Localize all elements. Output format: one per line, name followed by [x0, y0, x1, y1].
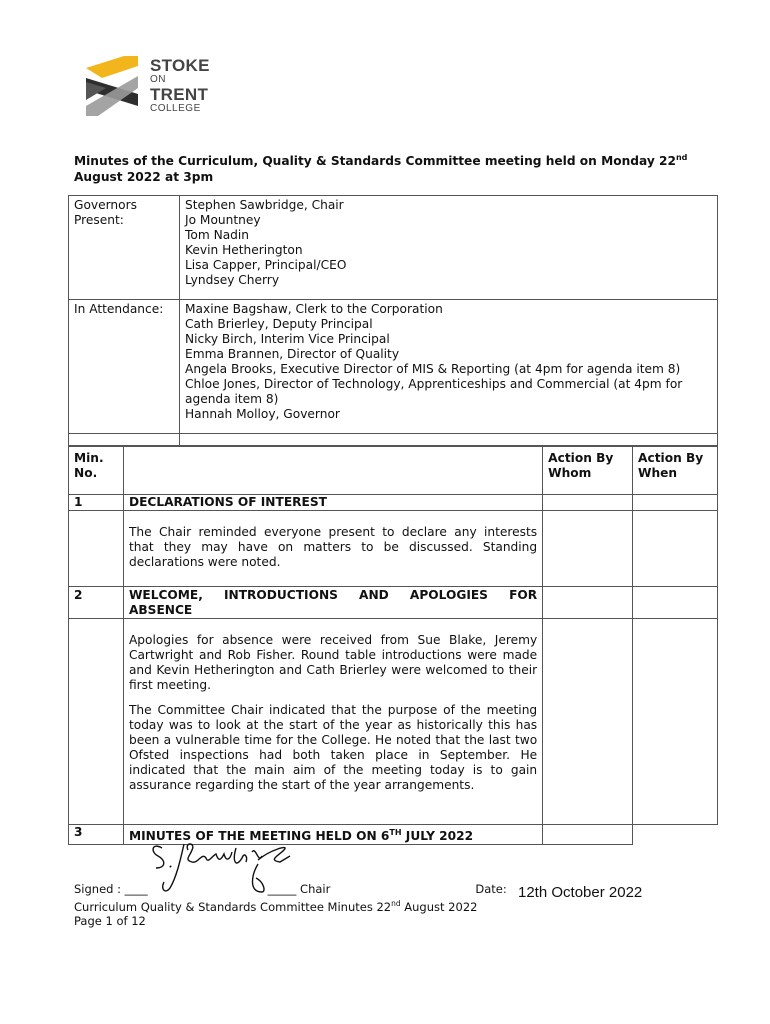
- minutes-table: [68, 446, 718, 845]
- item-heading-sup: TH: [389, 828, 402, 837]
- item-paragraph: The Committee Chair indicated that the purpose of the meeting today was to look at the start of the year as historically this has been a vulnerable time for the College. He noted that the last two Ofsted inspections had both taken place in September. He indicated that the main aim of the meeting today is to gain assurance regarding the start of the year arrangements.: [128, 703, 538, 792]
- governors-label: Governors Present:: [69, 196, 180, 300]
- title-sup: nd: [675, 153, 688, 162]
- attendee-name: Angela Brooks, Executive Director of MIS & Reporting (at 4pm for agenda item 8): [185, 362, 681, 376]
- empty-cell: [543, 495, 633, 511]
- page-footer: [74, 882, 507, 928]
- empty-cell: [543, 511, 633, 587]
- item-heading-text-end: JULY 2022: [401, 829, 474, 844]
- minutes-header-row: [69, 447, 718, 495]
- empty-cell: [633, 495, 718, 511]
- empty-cell: [69, 434, 180, 446]
- attendance-list: [180, 300, 718, 434]
- empty-cell: [543, 587, 633, 619]
- date-value: 12th October 2022: [518, 884, 643, 901]
- item-heading-text: MINUTES OF THE MEETING HELD ON 6: [128, 829, 390, 844]
- item-number: 3: [69, 825, 124, 845]
- attendee-name: Chloe Jones, Director of Technology, Apprenticeships and Commercial (at 4pm for agenda item 8): [185, 377, 683, 406]
- empty-cell: [633, 825, 718, 845]
- title-text: Minutes of the Curriculum, Quality & Standards Committee meeting held on Monday 22: [74, 154, 676, 169]
- governors-list: [180, 196, 718, 300]
- item-heading-row: [69, 587, 718, 619]
- logo-line-stoke: STOKE: [150, 56, 210, 75]
- empty-cell: [633, 619, 718, 825]
- empty-cell: [543, 825, 633, 845]
- empty-cell: [633, 511, 718, 587]
- governor-name: Tom Nadin: [185, 228, 250, 242]
- governor-name: Jo Mountney: [185, 213, 261, 227]
- date-label: Date:: [475, 882, 507, 896]
- attendee-name: Nicky Birch, Interim Vice Principal: [185, 332, 390, 346]
- item-heading: WELCOME, INTRODUCTIONS AND APOLOGIES FOR ABSENCE: [123, 587, 542, 619]
- logo-line-on: ON: [150, 74, 166, 85]
- empty-cell: [180, 434, 718, 446]
- attendee-name: Maxine Bagshaw, Clerk to the Corporation: [185, 302, 443, 316]
- action-whom-header: Action By Whom: [543, 447, 633, 495]
- empty-cell: [543, 619, 633, 825]
- item-body-row: [69, 511, 718, 587]
- logo-line-trent: TRENT: [150, 85, 209, 104]
- page-number: Page 1 of 12: [74, 913, 146, 928]
- action-when-header: Action By When: [633, 447, 718, 495]
- attendance-table: [68, 195, 718, 446]
- item-number: 2: [69, 587, 124, 619]
- item-body: [123, 619, 542, 825]
- item-heading-row: [69, 495, 718, 511]
- attendee-name: Emma Brannen, Director of Quality: [185, 347, 400, 361]
- empty-cell: [123, 447, 542, 495]
- empty-cell: [633, 587, 718, 619]
- empty-cell: [69, 511, 124, 587]
- governor-name: Lisa Capper, Principal/CEO: [185, 258, 347, 272]
- attendance-label: In Attendance:: [69, 300, 180, 434]
- title-text-end: August 2022 at 3pm: [74, 169, 214, 184]
- min-no-header: Min. No.: [69, 447, 124, 495]
- item-paragraph: The Chair reminded everyone present to declare any interests that they may have on matters to be discussed. Standing declarations were noted.: [123, 511, 542, 587]
- college-logo-text: [150, 57, 210, 114]
- footer-doc-title: [74, 897, 507, 914]
- item-paragraph: Apologies for absence were received from Sue Blake, Jeremy Cartwright and Rob Fisher. Round table introductions were made and Kevin Hetherington and Cath Brierley were welcomed to their first meeting.: [128, 633, 538, 692]
- governor-name: Lyndsey Cherry: [185, 273, 280, 287]
- item-heading: DECLARATIONS OF INTEREST: [123, 495, 542, 511]
- attendee-name: Cath Brierley, Deputy Principal: [185, 317, 373, 331]
- logo-line-college: COLLEGE: [150, 103, 201, 114]
- footer-title-text-end: August 2022: [400, 899, 478, 914]
- governor-name: Stephen Sawbridge, Chair: [185, 198, 344, 212]
- item-number: 1: [69, 495, 124, 511]
- item-body-row: [69, 619, 718, 825]
- footer-title-sup: nd: [391, 898, 401, 908]
- governor-name: Kevin Hetherington: [185, 243, 303, 257]
- empty-cell: [69, 619, 124, 825]
- document-title: [74, 150, 714, 185]
- attendee-name: Hannah Molloy, Governor: [185, 407, 340, 421]
- footer-title-text: Curriculum Quality & Standards Committee Minutes 22: [74, 899, 392, 914]
- signed-line: [74, 882, 507, 897]
- chair-label: _____ Chair: [267, 882, 331, 896]
- signed-label: Signed : ____: [74, 882, 148, 896]
